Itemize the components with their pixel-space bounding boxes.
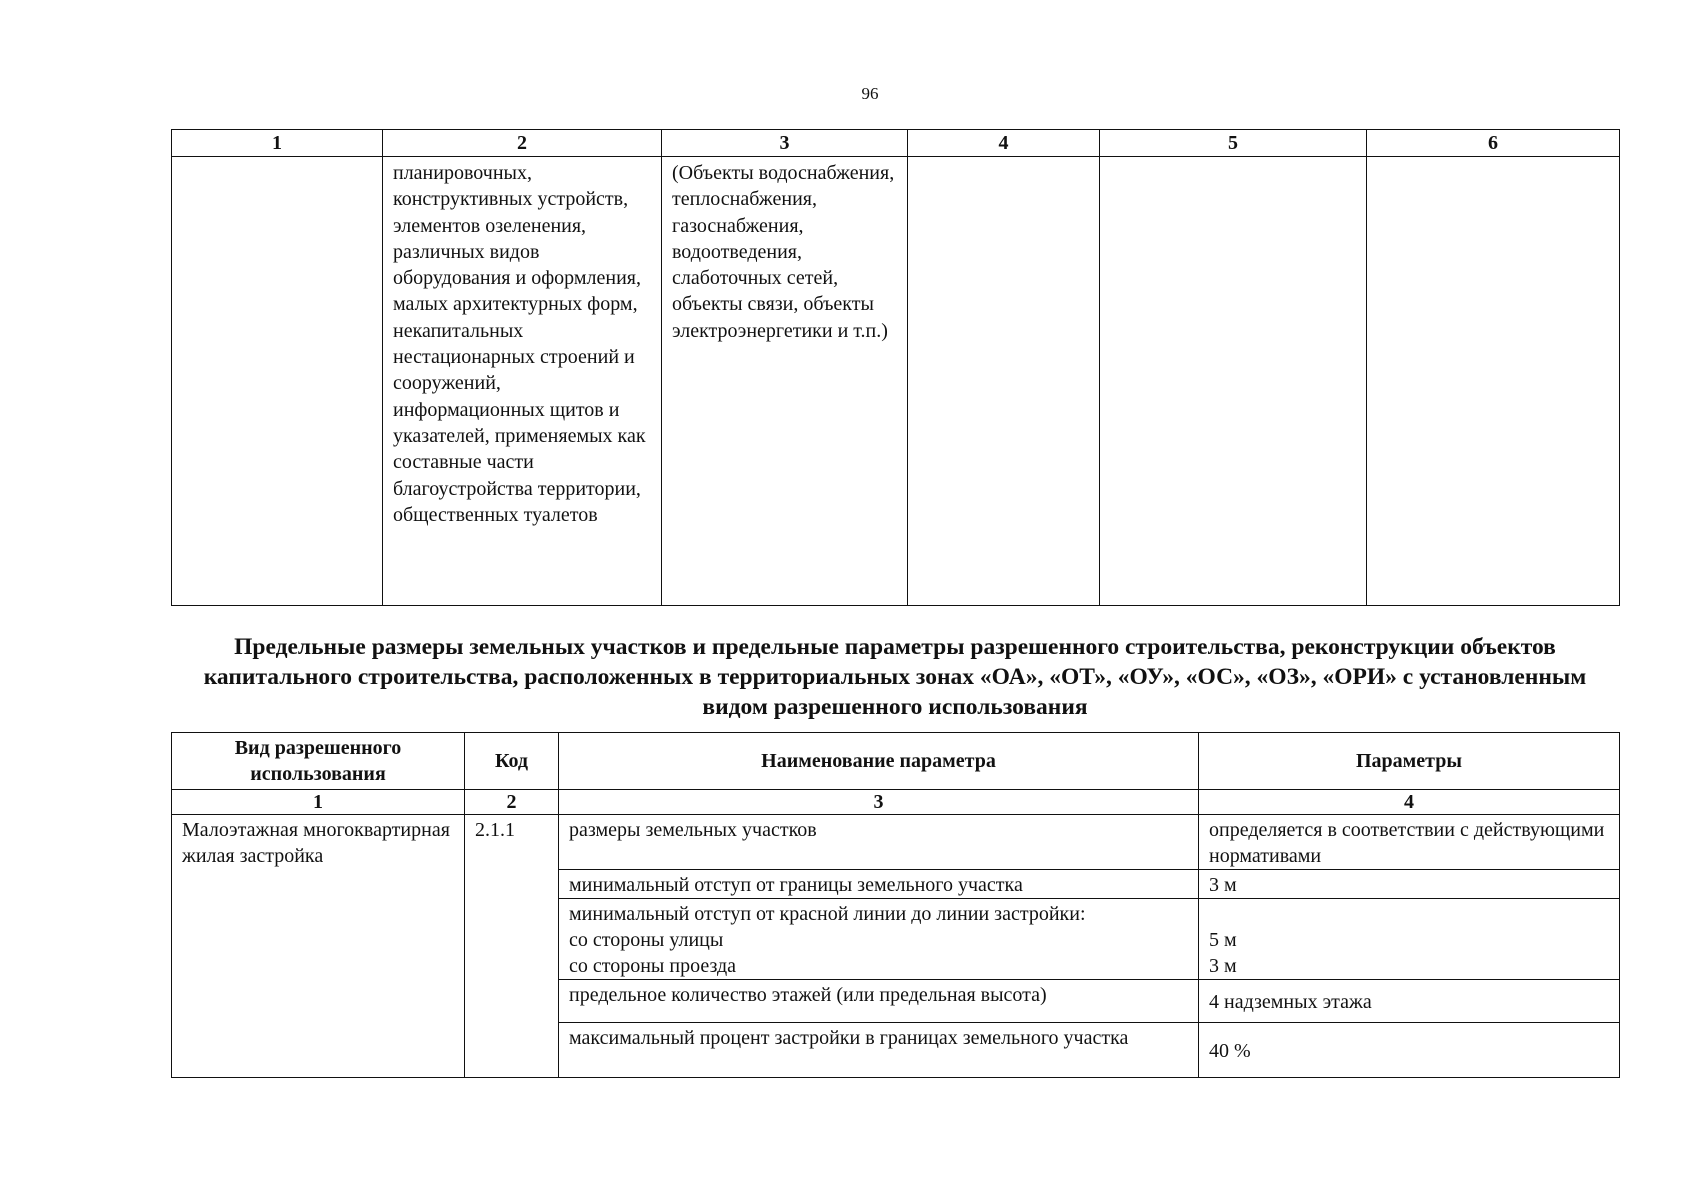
improvement-objects-text: планировочных, конструктивных устройств, элементов озеленения, различных видов оборудования и оформления, малых архитектурных форм, некапитальных нестационарных строений и сооружений, информационных щитов и указателей, применяемых как составные части благоустройства территории, общественных туалетов [383,157,662,606]
column-number: 3 [662,130,908,157]
table-cell [908,157,1100,606]
param-value-cell: 40 % [1199,1023,1620,1078]
column-number: 6 [1367,130,1620,157]
header-row [172,733,1620,790]
param-name-cell: предельное количество этажей (или предельная высота) [559,980,1199,1023]
column-number: 1 [172,130,383,157]
param-value-cell [1199,899,1620,980]
column-number: 2 [465,790,559,815]
column-number: 2 [383,130,662,157]
section-heading: Предельные размеры земельных участков и предельные параметры разрешенного строительства, реконструкции объектов капитального строительства, расположенных в территориальных зонах «ОА», «ОТ», «ОУ», «ОС», «ОЗ», «ОРИ» с установленным видом разрешенного использования [203,634,1587,720]
table-row [172,815,1620,870]
param-value-line: 5 м [1209,929,1237,951]
code-cell: 2.1.1 [465,815,559,1078]
param-name-line: минимальный отступ от красной линии до линии застройки: [569,903,1086,925]
column-number: 1 [172,790,465,815]
code-header: Код [465,733,559,790]
utility-objects-text: (Объекты водоснабжения, теплоснабжения, газоснабжения, водоотведения, слаботочных сетей, объекты связи, объекты электроэнергетики и т.п.) [662,157,908,606]
param-name-line: со стороны проезда [569,955,737,977]
table-cell [1367,157,1620,606]
parameters-table [171,732,1620,1078]
column-number-row [172,790,1620,815]
continuation-table [171,129,1620,606]
use-type-header: Вид разрешенного использования [172,733,465,790]
column-number: 5 [1100,130,1367,157]
param-name-cell: максимальный процент застройки в границах земельного участка [559,1023,1199,1078]
column-number: 4 [908,130,1100,157]
params-header: Параметры [1199,733,1620,790]
column-number: 4 [1199,790,1620,815]
column-number: 3 [559,790,1199,815]
param-value-cell: определяется в соответствии с действующими нормативами [1199,815,1620,870]
param-name-header: Наименование параметра [559,733,1199,790]
param-value-cell: 3 м [1199,870,1620,899]
param-name-cell: минимальный отступ от границы земельного участка [559,870,1199,899]
param-value-cell: 4 надземных этажа [1199,980,1620,1023]
param-name-cell [559,899,1199,980]
column-number-row [172,130,1620,157]
param-value-line: 3 м [1209,955,1237,977]
table-cell [172,157,383,606]
page-number: 96 [861,84,879,103]
table-cell [1100,157,1367,606]
param-name-cell: размеры земельных участков [559,815,1199,870]
param-name-line: со стороны улицы [569,929,724,951]
use-type-cell: Малоэтажная многоквартирная жилая застройка [172,815,465,1078]
table-row [172,157,1620,606]
